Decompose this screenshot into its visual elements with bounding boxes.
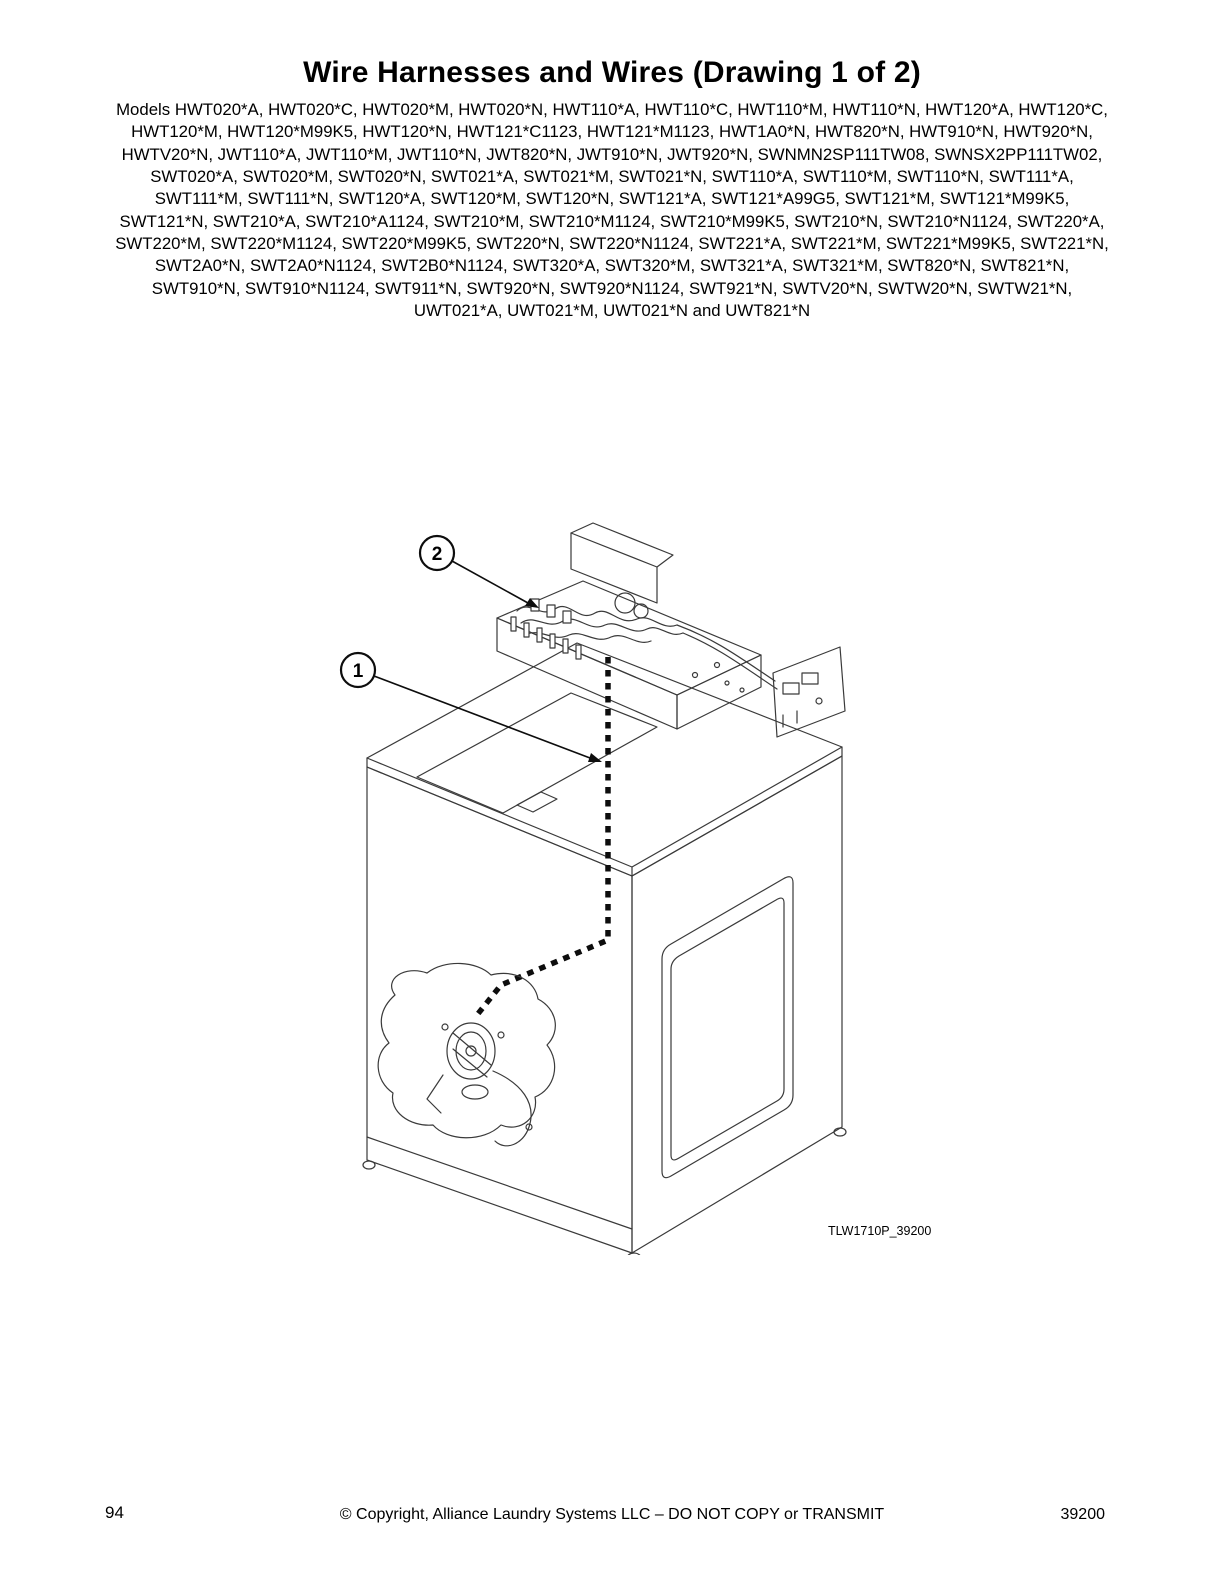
callout-2-number: 2 bbox=[431, 544, 443, 565]
models-list: Models HWT020*A, HWT020*C, HWT020*M, HWT020*N, HWT110*A, HWT110*C, HWT110*M, HWT110*N, HWT120*A, HWT120*C, HWT120*M, HWT120*M99K5, HWT120*N, HWT121*C1123, HWT121*M1123, HWT1A0*N, HWT820*N, HWT910*N, HWT920*N, HWTV20*N, JWT110*A, JWT110*M, JWT110*N, JWT820*N, JWT910*N, JWT920*N, SWNMN2SP111TW08, SWNSX2PP111TW02, SWT020*A, SWT020*M, SWT020*N, SWT021*A, SWT021*M, SWT021*N, SWT110*A, SWT110*M, SWT110*N, SWT111*A, SWT111*M, SWT111*N, SWT120*A, SWT120*M, SWT120*N, SWT121*A, SWT121*A99G5, SWT121*M, SWT121*M99K5, SWT121*N, SWT210*A, SWT210*A1124, SWT210*M, SWT210*M1124, SWT210*M99K5, SWT210*N, SWT210*N1124, SWT220*A, SWT220*M, SWT220*M1124, SWT220*M99K5, SWT220*N, SWT220*N1124, SWT221*A, SWT221*M, SWT221*M99K5, SWT221*N, SWT2A0*N, SWT2A0*N1124, SWT2B0*N1124, SWT320*A, SWT320*M, SWT321*A, SWT321*M, SWT820*N, SWT821*N, SWT910*N, SWT910*N1124, SWT911*N, SWT920*N, SWT920*N1124, SWT921*N, SWTV20*N, SWTW20*N, SWTW21*N, UWT021*A, UWT021*M, UWT021*N and UWT821*N bbox=[115, 100, 1109, 320]
page-title: Wire Harnesses and Wires (Drawing 1 of 2) bbox=[303, 56, 921, 89]
control-console bbox=[497, 523, 761, 729]
page-number: 94 bbox=[105, 1503, 124, 1522]
junction-box bbox=[773, 647, 845, 737]
doc-number: 39200 bbox=[1060, 1506, 1105, 1523]
wire-harness bbox=[511, 593, 845, 737]
washer-line-art bbox=[325, 515, 895, 1255]
wire-harness-figure bbox=[325, 515, 895, 1255]
wire-route-dashed bbox=[477, 657, 608, 1015]
callout-1 bbox=[341, 653, 602, 762]
drawing-code: TLW1710P_39200 bbox=[828, 1224, 932, 1238]
motor-assembly bbox=[378, 963, 555, 1145]
callout-1-number: 1 bbox=[352, 661, 364, 682]
callout-2 bbox=[420, 536, 539, 608]
washer-cabinet bbox=[363, 643, 846, 1255]
copyright-text: © Copyright, Alliance Laundry Systems LLC – DO NOT COPY or TRANSMIT bbox=[339, 1506, 885, 1523]
